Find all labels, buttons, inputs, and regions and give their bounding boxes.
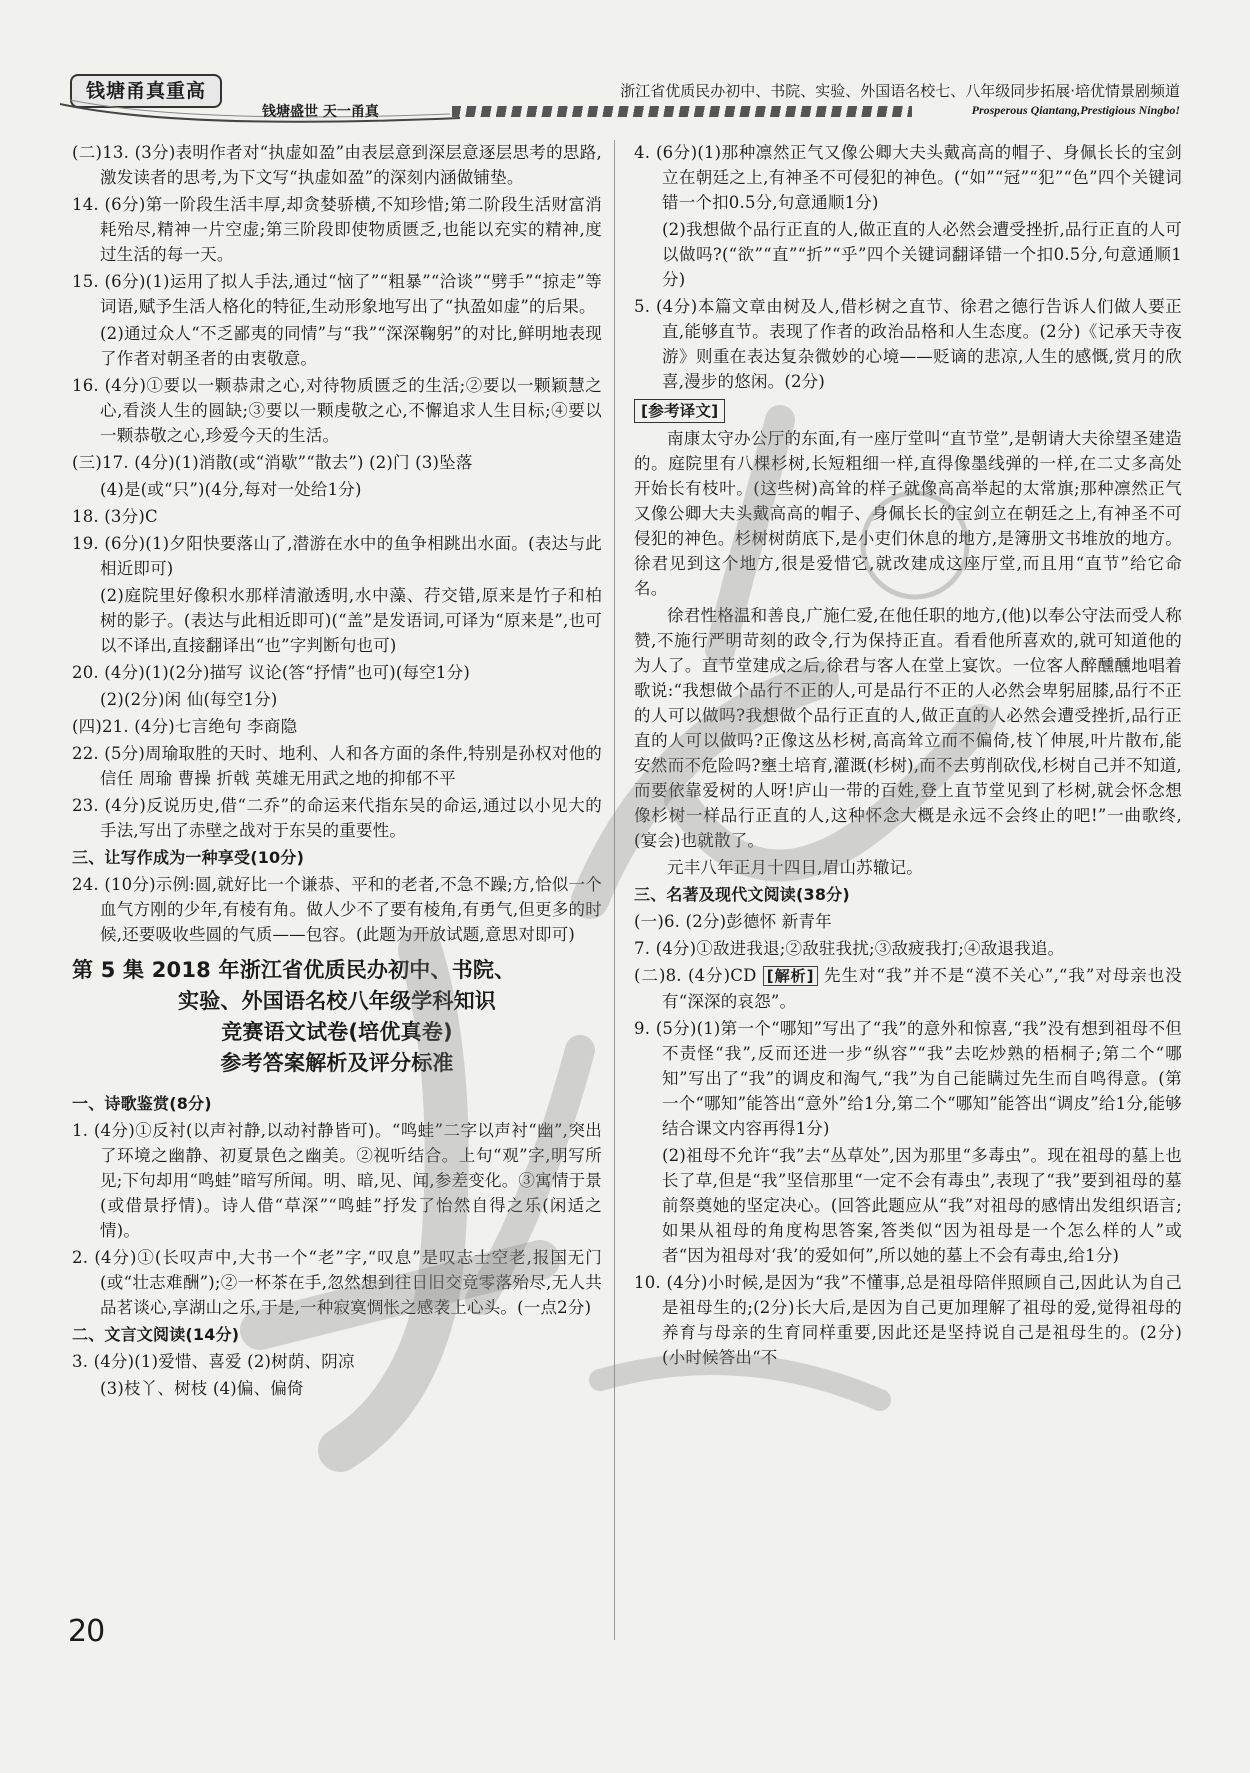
answer-item: 14. (6分)第一阶段生活丰厚,却贪婪骄横,不知珍惜;第二阶段生活财富消耗殆尽,精神一片空虚;第三阶段即使物质匮乏,也能以充实的精神,度过生活的每一天。 [72,195,602,264]
answer-item: 4. (6分)(1)那种凛然正气又像公卿大夫头戴高高的帽子、身佩长长的宝剑立在朝廷之上,有神圣不可侵犯的神色。(“如”“冠”“犯”“色”四个关键词错一个扣0.5分,句意通顺1分) [634,143,1182,212]
answer-item: (2)我想做个品行正直的人,做正直的人必然会遭受挫折,品行正直的人可以做吗?(“欲”“直”“折”“乎”四个关键词翻译错一个扣0.5分,句意通顺1分) [662,220,1182,289]
left-column [72,140,602,1403]
analysis-tag: [解析] [763,966,818,986]
section-heading: 二、文言文阅读(14分) [72,1325,240,1344]
chapter-title-line: 第 5 集 2018 年浙江省优质民办初中、书院、 [72,958,516,982]
chapter-title [72,955,602,1079]
answer-item: 18. (3分)C [72,507,158,526]
brand-logo: 钱塘甬真重高 [70,74,222,108]
answer-item: 22. (5分)周瑜取胜的天时、地利、人和各方面的条件,特别是孙权对他的信任 周瑜 曹操 折戟 英雄无用武之地的抑郁不平 [72,744,602,788]
answer-item: 23. (4分)反说历史,借“二乔”的命运来代指东吴的命运,通过以小见大的手法,写出了赤壁之战对于东吴的重要性。 [72,796,602,840]
section-heading: 三、让写作成为一种享受(10分) [72,848,305,867]
answer-item: 15. (6分)(1)运用了拟人手法,通过“恼了”“粗暴”“洽谈”“劈手”“掠走”等词语,赋予生活人格化的特征,生动形象地写出了“执盈如虚”的后果。 [72,272,602,316]
answer-item: (四)21. (4分)七言绝句 李商隐 [72,717,298,736]
brand-swoosh-icon [60,96,460,130]
answer-item: 1. (4分)①反衬(以声衬静,以动衬静皆可)。“鸣蛙”二字以声衬“幽”,突出了环境之幽静、初夏景色之幽美。②视听结合。上句“观”字,明写所见;下句却用“鸣蛙”暗写所闻。明、暗,见、闻,参差变化。③寓情于景(或借景抒情)。诗人借“草深”“鸣蛙”抒发了怡然自得之乐(闲适之情)。 [72,1121,602,1240]
section-heading: 三、名著及现代文阅读(38分) [634,885,850,904]
answer-item: (二)13. (3分)表明作者对“执虚如盈”由表层意到深层意逐层思考的思路,激发读者的思考,为下文写“执虚如盈”的深刻内涵做铺垫。 [72,143,602,187]
column-divider [614,140,615,1640]
answer-item: 10. (4分)小时候,是因为“我”不懂事,总是祖母陪伴照顾自己,因此认为自己是祖母生的;(2分)长大后,是因为自己更加理解了祖母的爱,觉得祖母的养育与母亲的生育同样重要,因此还是坚持说自己是祖母生的。(2分)(小时候答出“不 [634,1273,1182,1367]
answer-item: (3)枝丫、树枝 (4)偏、偏倚 [100,1379,304,1398]
chapter-title-line: 参考答案解析及评分标准 [220,1051,454,1075]
header-slogan: 钱塘盛世 天一甬真 [262,104,379,120]
answer-item: 3. (4分)(1)爱惜、喜爱 (2)树荫、阴凉 [72,1352,355,1371]
answer-item: (三)17. (4分)(1)消散(或“消歇”“散去”) (2)门 (3)坠落 [72,453,473,472]
answer-text: (二)8. (4分)CD [634,966,763,985]
page-header [0,0,1250,125]
header-title: 浙江省优质民办初中、书院、实验、外国语名校七、八年级同步拓展·培优情景剧频道 [620,82,1180,100]
section-heading: 一、诗歌鉴赏(8分) [72,1094,212,1113]
answer-item: (2)通过众人“不乏鄙夷的同情”与“我”“深深鞠躬”的对比,鲜明地表现了作者对朝圣者的由衷敬意。 [100,324,602,368]
page-number: 20 [68,1614,105,1649]
answer-item: 16. (4分)①要以一颗恭肃之心,对待物质匮乏的生活;②要以一颗颖慧之心,看淡人生的圆缺;③要以一颗虔敬之心,不懈追求人生目标;④要以一颗恭敬之心,珍爱今天的生活。 [72,376,602,445]
translation-paragraph: 元丰八年正月十四日,眉山苏辙记。 [667,858,923,877]
translation-tag: [参考译文] [634,399,725,423]
answer-text: 先生对“我”并不是“漠不关心”,“我”对母亲也没有“深深的哀怨”。 [662,966,1183,1011]
answer-item: (2)庭院里好像积水那样清澈透明,水中藻、荇交错,原来是竹子和柏树的影子。(表达与此相近即可)(“盖”是发语词,可译为“原来是”,也可以不译出,直接翻译出“也”字判断句也可) [100,586,602,655]
header-stripes [452,106,912,117]
chapter-title-line: 实验、外国语名校八年级学科知识 [178,989,496,1013]
answer-item: 2. (4分)①(长叹声中,大书一个“老”字,“叹息”是叹志士空老,报国无门(或“壮志难酬”);②一杯茶在手,忽然想到往日旧交竟零落殆尽,无人共品茗谈心,享湖山之乐,于是,一种寂寞惆怅之感袭上心头。(一点2分) [72,1248,602,1317]
answer-item: 9. (5分)(1)第一个“哪知”写出了“我”的意外和惊喜,“我”没有想到祖母不但不责怪“我”,反而还进一步“纵容”“我”去吃炒熟的梧桐子;第二个“哪知”写出了“我”的调皮和淘气,“我”为自己能瞒过先生而自鸣得意。(第一个“哪知”能答出“意外”给1分,第二个“哪知”能答出“调皮”给1分,能够结合课文内容再得1分) [634,1019,1182,1138]
answer-item [634,963,1182,1014]
translation-paragraph: 徐君性格温和善良,广施仁爱,在他任职的地方,(他)以奉公守法而受人称赞,不施行严明苛刻的政令,行为保持正直。看看他所喜欢的,就可知道他的为人了。直节堂建成之后,徐君与客人在堂上宴饮。一位客人醉醺醺地唱着歌说:“我想做个品行不正的人,可是品行不正的人必然会卑躬屈膝,品行不正的人可以做吗?我想做个品行正直的人,做正直的人必然会遭受挫折,品行正直的人可以做吗?正像这丛杉树,高高耸立而不偏倚,枝丫伸展,叶片散布,能安然而不危险吗?壅土培育,灌溉(杉树),而不去剪削砍伐,杉树自己并不知道,而要依靠爱树的人呀!庐山一带的百姓,登上直节堂见到了杉树,就会怀念想像杉树一样品行正直的人,这种怀念大概是永远不会终止的吧!”一曲歌终,(宴会)也就散了。 [634,606,1182,850]
header-subtitle: Prosperous Qiantang,Prestigious Ningbo! [971,103,1180,117]
answer-item: (4)是(或“只”)(4分,每对一处给1分) [100,480,362,499]
answer-item: 7. (4分)①敌进我退;②敌驻我扰;③敌疲我打;④敌退我追。 [634,939,1065,958]
answer-item: 19. (6分)(1)夕阳快要落山了,潜游在水中的鱼争相跳出水面。(表达与此相近即可) [72,534,602,578]
answer-item: 5. (4分)本篇文章由树及人,借杉树之直节、徐君之德行告诉人们做人要正直,能够直节。表现了作者的政治品格和人生态度。(2分)《记承天寺夜游》则重在表达复杂微妙的心境——贬谪的悲凉,人生的感慨,赏月的欣喜,漫步的悠闲。(2分) [634,297,1182,391]
right-column [634,140,1182,1372]
answer-item: 24. (10分)示例:圆,就好比一个谦恭、平和的老者,不急不躁;方,恰似一个血气方刚的少年,有棱有角。做人少不了要有棱角,有勇气,但更多的时候,还要吸收些圆的气质——包容。(此题为开放试题,意思对即可) [72,875,602,944]
chapter-title-line: 竞赛语文试卷(培优真卷) [221,1020,453,1044]
answer-item: (2)(2分)闲 仙(每空1分) [100,690,278,709]
answer-item: 20. (4分)(1)(2分)描写 议论(答“抒情”也可)(每空1分) [72,663,470,682]
translation-paragraph: 南康太守办公厅的东面,有一座厅堂叫“直节堂”,是朝请大夫徐望圣建造的。庭院里有八棵杉树,长短粗细一样,直得像墨线弹的一样,在二丈多高处开始长有枝叶。(这些树)高耸的样子就像高高举起的太常旗;那种凛然正气又像公卿大夫头戴高高的帽子、身佩长长的宝剑立在朝廷之上,有神圣不可侵犯的神色。杉树树荫底下,是小吏们休息的地方,是簿册文书堆放的地方。徐君见到这个地方,很是爱惜它,就改建成这座厅堂,而且用“直节”给它命名。 [634,429,1182,598]
answer-item: (一)6. (2分)彭德怀 新青年 [634,912,832,931]
answer-item: (2)祖母不允许“我”去“丛草处”,因为那里“多毒虫”。现在祖母的墓上也长了草,但是“我”坚信那里“一定不会有毒虫”,表现了“我”要到祖母的墓前祭奠她的坚定决心。(回答此题应从“我”对祖母的感情出发组织语言;如果从祖母的角度构思答案,答类似“因为祖母是一个怎么样的人”或者“因为祖母对‘我’的爱如何”,所以她的墓上不会有毒虫,给1分) [662,1146,1182,1265]
